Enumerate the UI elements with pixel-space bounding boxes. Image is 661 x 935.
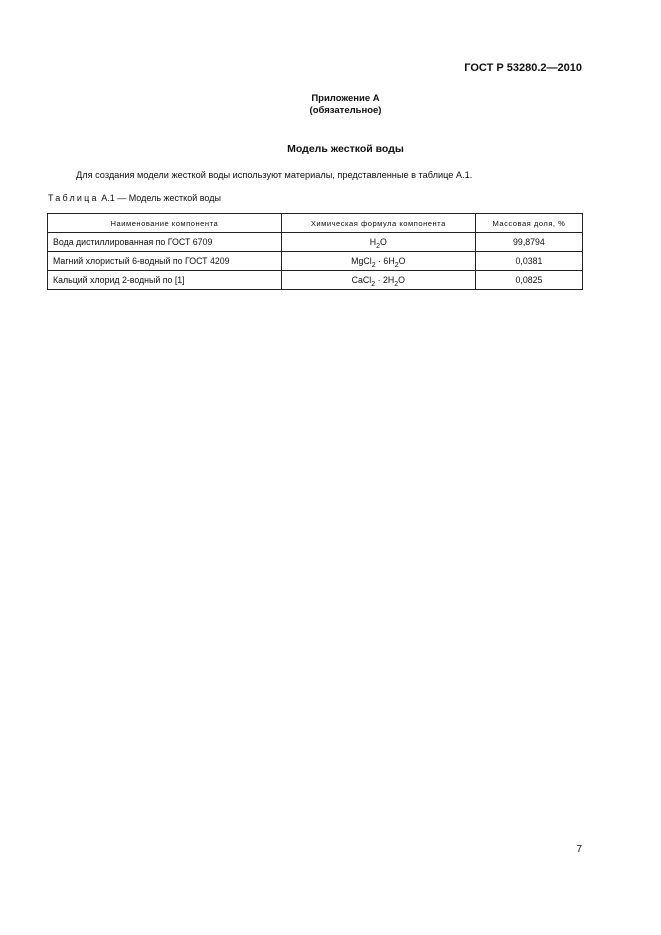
chemical-formula [281,252,475,271]
formula-subscript: 2 [394,262,399,269]
table-caption-prefix: Таблица [48,193,99,203]
table-header-row [48,214,583,233]
formula-part: O [398,275,405,285]
table-row [48,233,583,252]
formula-part: · 6H [375,256,395,266]
formula-part: O [380,237,387,247]
formula-subscript: 2 [371,262,376,269]
section-title: Модель жесткой воды [287,143,404,155]
component-name: Магний хлористый 6-водный по ГОСТ 4209 [48,252,282,271]
appendix-status: (обязательное) [309,105,382,116]
formula-part: MgCl [351,256,372,266]
appendix-title: Приложение А [311,93,380,104]
header-mass-fraction: Массовая доля, % [475,214,582,233]
formula-part: H [369,237,377,247]
component-name: Кальций хлорид 2-водный по [1] [48,271,282,290]
header-component-name: Наименование компонента [48,214,282,233]
intro-paragraph: Для создания модели жесткой воды используют материалы, представленные в таблице А.1. [76,170,473,180]
mass-fraction: 0,0381 [475,252,582,271]
formula-part: O [398,256,406,266]
hard-water-table [47,213,583,290]
appendix-header [0,93,661,117]
component-name: Вода дистиллированная по ГОСТ 6709 [48,233,282,252]
page-number: 7 [576,844,582,855]
header-chemical-formula: Химическая формула компонента [281,214,475,233]
chemical-formula [281,233,475,252]
formula-subscript: 2 [394,281,399,288]
formula-subscript: 2 [371,281,376,288]
mass-fraction: 99,8794 [475,233,582,252]
mass-fraction: 0,0825 [475,271,582,290]
formula-part: · 2H [375,275,395,285]
chemical-formula [281,271,475,290]
table-caption-rest: А.1 — Модель жесткой воды [98,193,221,203]
table-caption [48,193,221,203]
table-row [48,252,583,271]
formula-part: CaCl [351,275,372,285]
table-row [48,271,583,290]
standard-designation: ГОСТ Р 53280.2—2010 [464,62,582,74]
formula-subscript: 2 [376,243,381,250]
